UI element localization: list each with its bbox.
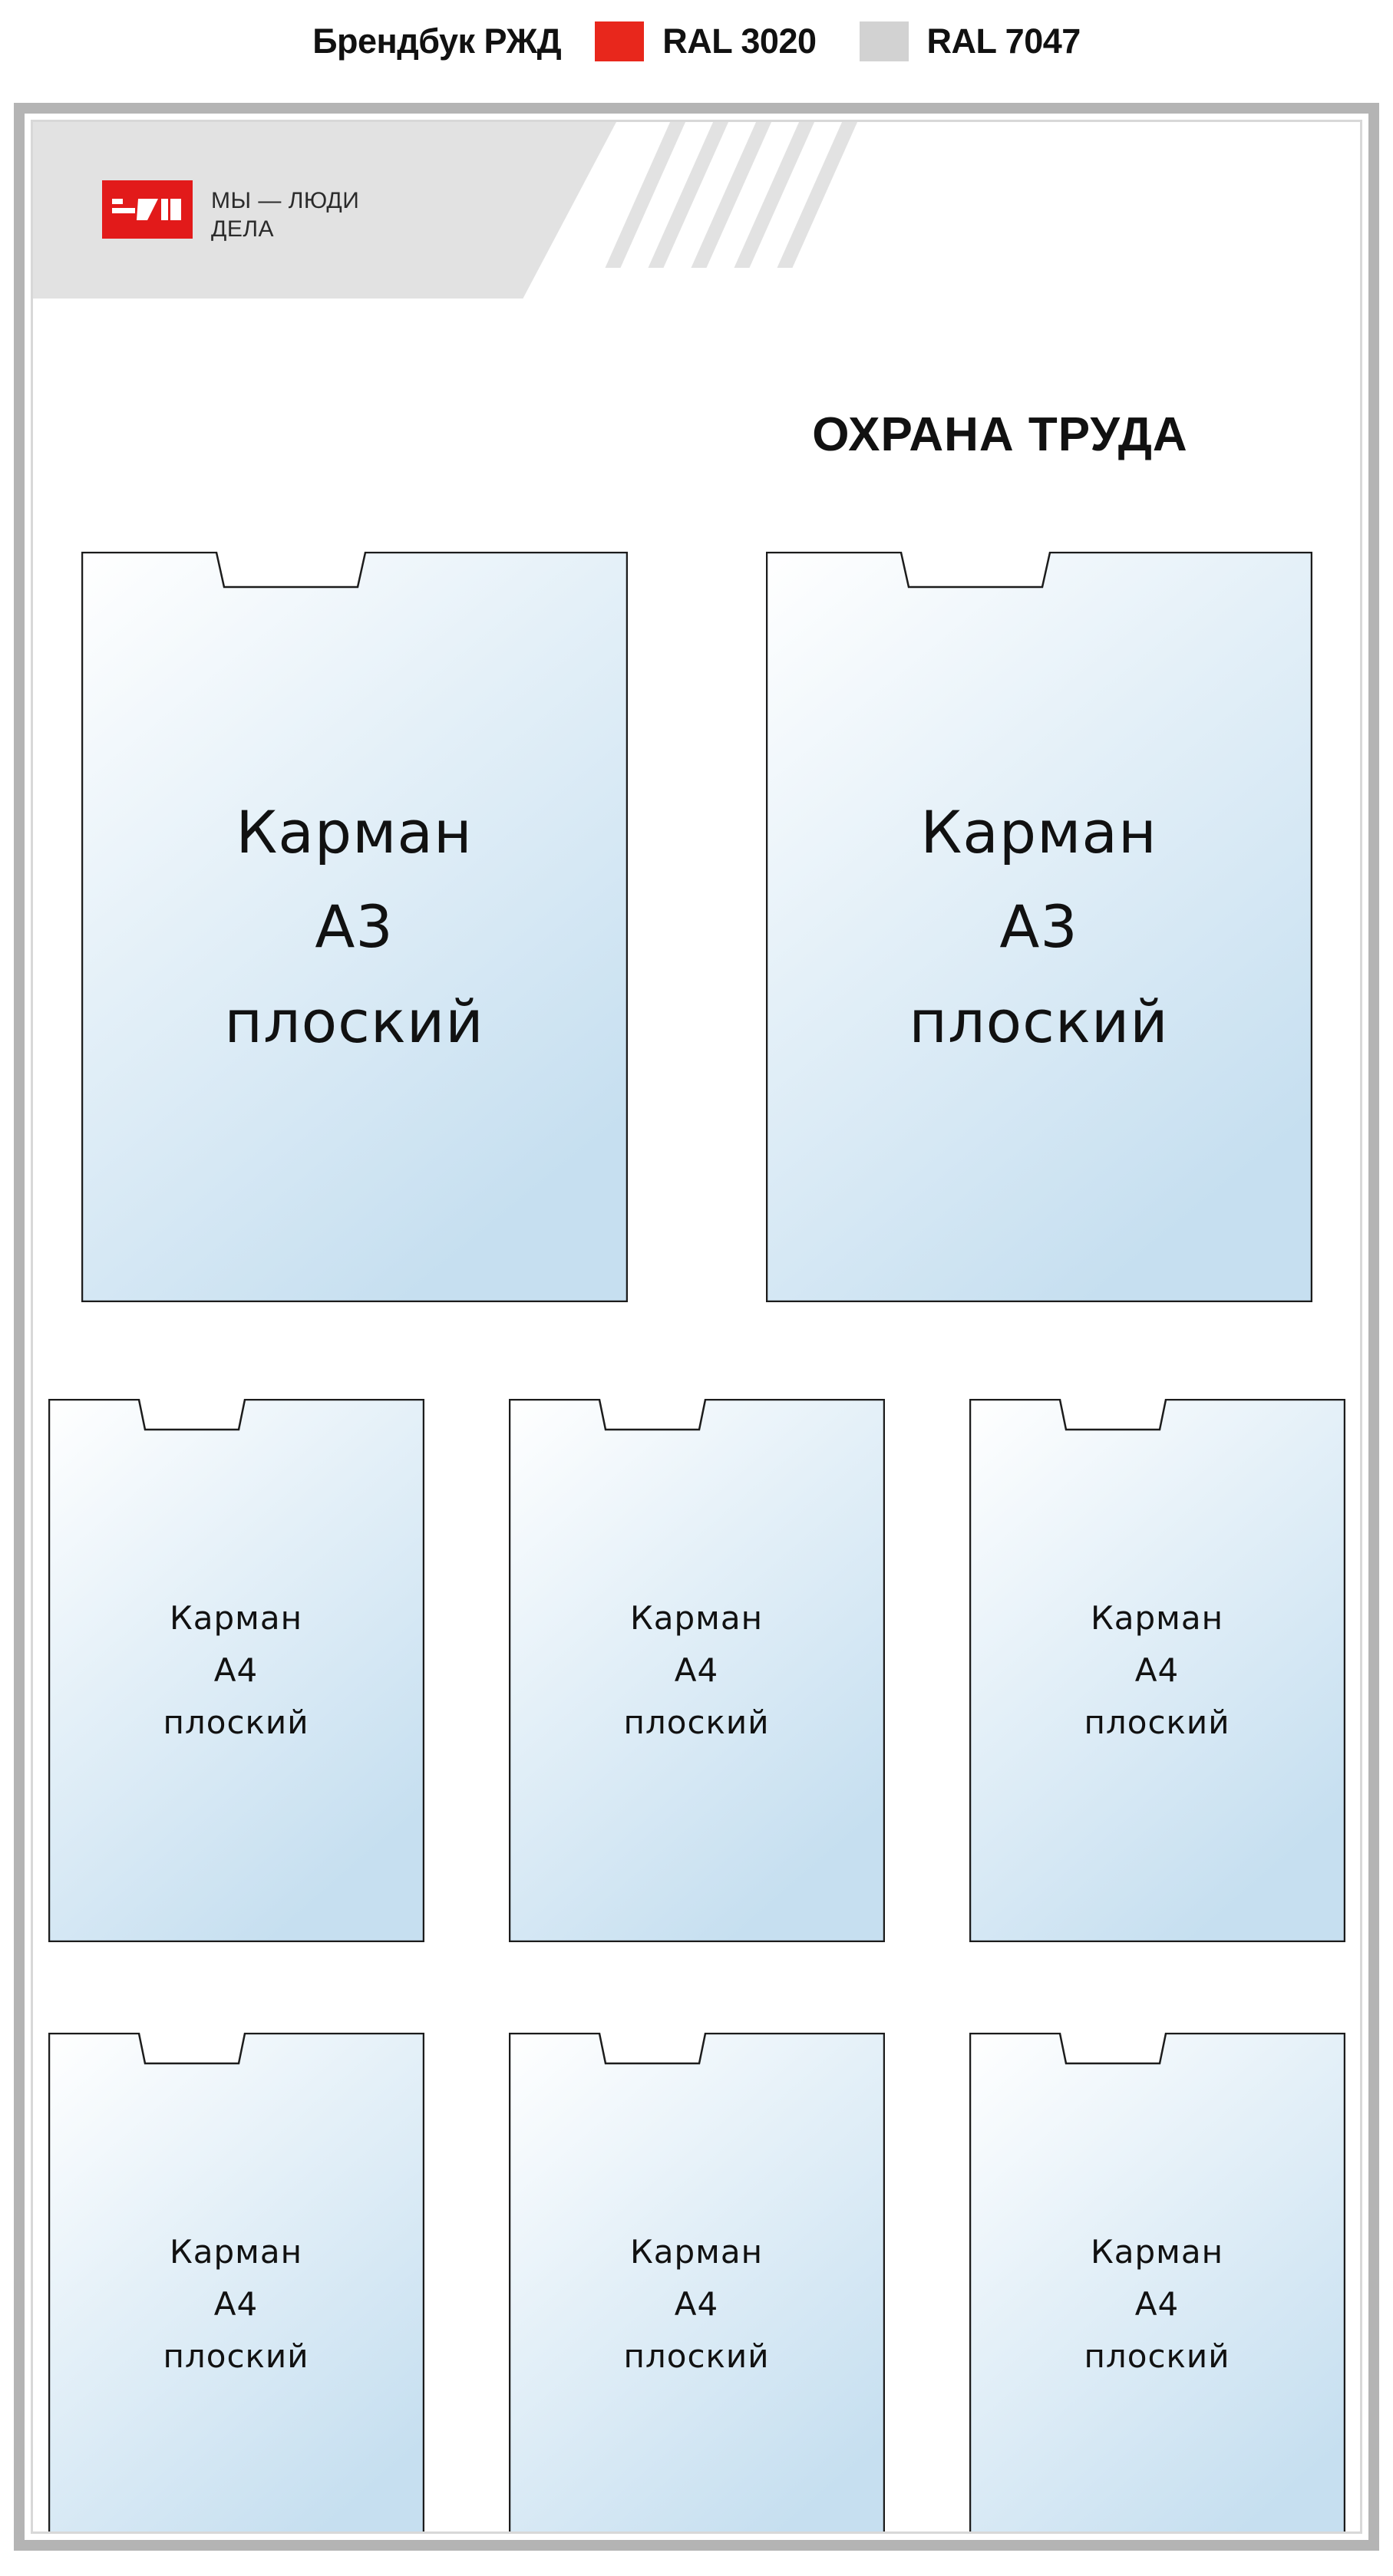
pocket-label-line2: А4 xyxy=(213,1651,259,1689)
legend-item-ral7047 xyxy=(860,21,1081,61)
board-header xyxy=(33,122,1360,461)
pocket-label xyxy=(163,2226,309,2383)
page-title-wrapper xyxy=(616,407,1362,462)
pocket-label-line2: А4 xyxy=(674,1651,719,1689)
pocket-label-line2: А4 xyxy=(674,2284,719,2323)
pocket-label xyxy=(623,2226,769,2383)
pocket-label xyxy=(1084,2226,1230,2383)
pocket-label xyxy=(224,785,484,1068)
legend-label-ral3020: RAL 3020 xyxy=(662,21,817,61)
pocket-label-line3: плоский xyxy=(1084,1704,1230,1742)
rzd-logo-mark-icon xyxy=(102,180,193,239)
pocket-row-a3 xyxy=(33,552,1360,1302)
pocket-label-line2: А4 xyxy=(1134,2284,1180,2323)
legend-item-ral3020 xyxy=(595,21,816,61)
pocket-label-line3: плоский xyxy=(224,987,484,1056)
pocket-label-line1: Карман xyxy=(169,2232,303,2271)
pocket-label-line3: плоский xyxy=(623,1704,770,1742)
pocket-a4-3[interactable] xyxy=(969,1399,1345,1942)
information-board xyxy=(14,103,1379,2551)
pocket-label-line1: Карман xyxy=(920,798,1157,867)
pocket-label-line1: Карман xyxy=(1090,2232,1224,2271)
pocket-label xyxy=(623,1592,769,1749)
pocket-a4-6[interactable] xyxy=(969,2033,1345,2534)
brandbook-legend-bar xyxy=(0,0,1393,83)
pocket-a4-5[interactable] xyxy=(509,2033,885,2534)
swatch-gray-icon xyxy=(860,21,909,61)
pocket-a3-2[interactable] xyxy=(766,552,1312,1302)
pockets-area xyxy=(33,552,1360,2534)
legend-label-ral7047: RAL 7047 xyxy=(926,21,1081,61)
pocket-label-line3: плоский xyxy=(163,1704,309,1742)
pocket-label-line3: плоский xyxy=(1084,2337,1230,2376)
pocket-label-line3: плоский xyxy=(909,987,1169,1056)
pocket-a4-2[interactable] xyxy=(509,1399,885,1942)
pocket-a3-1[interactable] xyxy=(81,552,628,1302)
pocket-label xyxy=(909,785,1168,1068)
pocket-label-line2: А3 xyxy=(315,892,394,961)
pocket-label-line1: Карман xyxy=(236,798,473,867)
rzd-slogan xyxy=(211,186,359,243)
pocket-label xyxy=(163,1592,309,1749)
rzd-logo xyxy=(102,180,359,243)
pocket-label-line2: А3 xyxy=(999,892,1078,961)
board-inner-panel xyxy=(31,120,1362,2534)
pocket-label-line1: Карман xyxy=(629,2232,764,2271)
page-title: ОХРАНА ТРУДА xyxy=(812,408,1188,461)
rzd-slogan-line1: МЫ — ЛЮДИ xyxy=(211,188,360,213)
pocket-label-line1: Карман xyxy=(1090,1598,1224,1637)
swatch-red-icon xyxy=(595,21,644,61)
pocket-label-line3: плоский xyxy=(163,2337,309,2376)
pocket-label-line1: Карман xyxy=(169,1598,303,1637)
pocket-label-line2: А4 xyxy=(213,2284,259,2323)
pocket-label xyxy=(1084,1592,1230,1749)
rzd-slogan-line2: ДЕЛА xyxy=(211,216,275,242)
pocket-label-line3: плоский xyxy=(623,2337,770,2376)
pocket-a4-4[interactable] xyxy=(48,2033,424,2534)
pocket-row-a4-top xyxy=(33,1399,1360,1942)
pocket-label-line2: А4 xyxy=(1134,1651,1180,1689)
header-stripes-decoration xyxy=(639,122,885,252)
pocket-row-a4-bottom xyxy=(33,2033,1360,2534)
pocket-label-line1: Карман xyxy=(629,1598,764,1637)
legend-title: Брендбук РЖД xyxy=(312,21,562,61)
pocket-a4-1[interactable] xyxy=(48,1399,424,1942)
